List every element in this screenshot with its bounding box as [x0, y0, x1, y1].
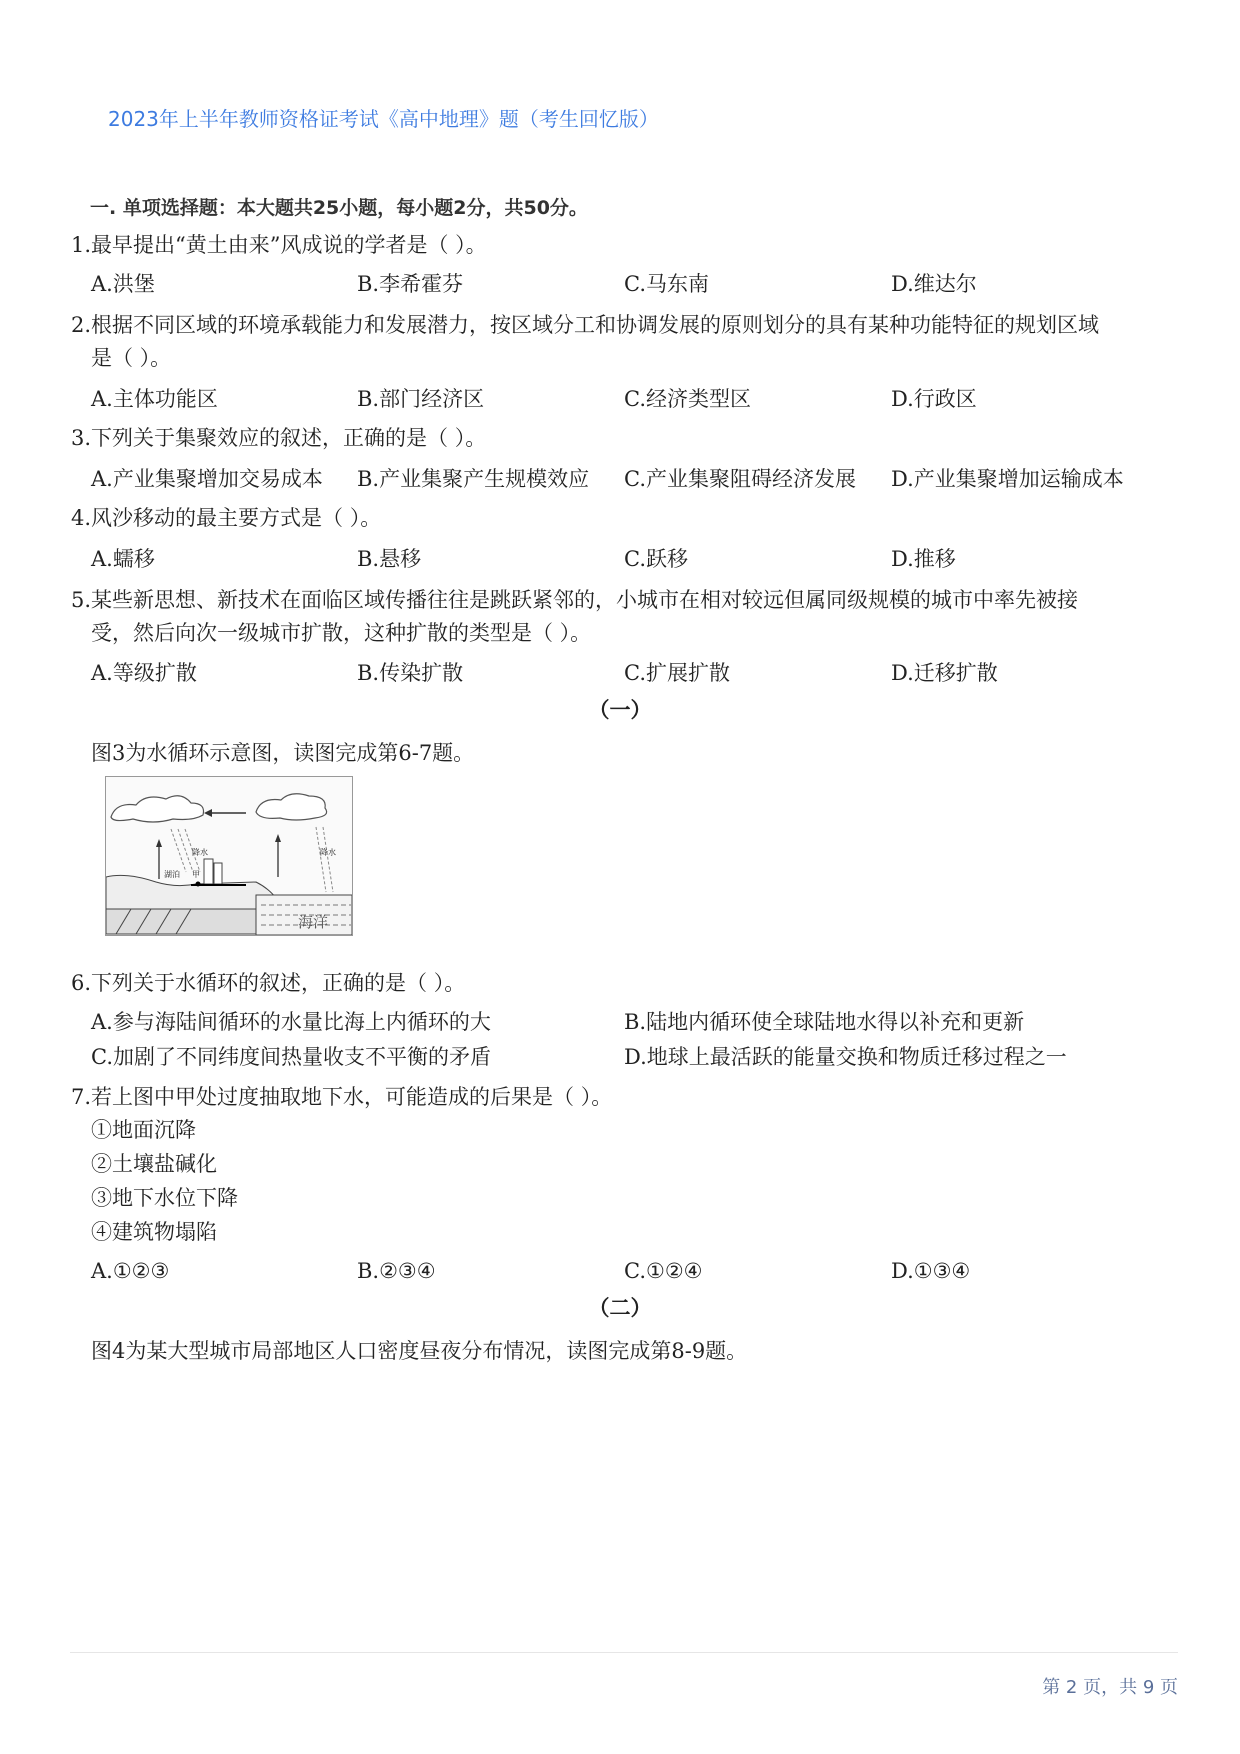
option-b: B.产业集聚产生规模效应 — [357, 467, 590, 491]
option-a: A.①②③ — [91, 1259, 170, 1283]
document-title: 2023年上半年教师资格证考试《高中地理》题（考生回忆版） — [108, 107, 659, 131]
option-a: A.参与海陆间循环的水量比海上内循环的大 — [91, 1010, 491, 1034]
rain-label: 降水 — [320, 848, 336, 857]
rain-label: 降水 — [192, 848, 208, 857]
question-7: 7.若上图中甲处过度抽取地下水，可能造成的后果是（ ）。 — [71, 1085, 613, 1109]
question-4: 4.风沙移动的最主要方式是（ ）。 — [71, 506, 382, 530]
question-5-cont: 受，然后向次一级城市扩散，这种扩散的类型是（ ）。 — [91, 621, 592, 645]
option-a: A.产业集聚增加交易成本 — [91, 467, 323, 491]
section-heading: 一. 单项选择题：本大题共25小题，每小题2分，共50分。 — [90, 197, 588, 219]
statement-4: ④建筑物塌陷 — [91, 1220, 217, 1244]
option-c: C.跃移 — [624, 547, 688, 571]
option-a: A.蠕移 — [91, 547, 155, 571]
option-c: C.加剧了不同纬度间热量收支不平衡的矛盾 — [91, 1045, 491, 1069]
option-a: A.洪堡 — [91, 272, 155, 296]
option-c: C.经济类型区 — [624, 387, 751, 411]
option-a: A.主体功能区 — [91, 387, 218, 411]
option-c: C.①②④ — [624, 1259, 703, 1283]
footer-divider — [70, 1652, 1178, 1653]
figure-4-caption: 图4为某大型城市局部地区人口密度昼夜分布情况，读图完成第8-9题。 — [91, 1339, 748, 1363]
option-b: B.部门经济区 — [357, 387, 485, 411]
option-b: B.传染扩散 — [357, 661, 464, 685]
group-1-heading: （一） — [588, 697, 652, 722]
question-3: 3.下列关于集聚效应的叙述，正确的是（ ）。 — [71, 426, 487, 450]
question-1: 1.最早提出“黄土由来”风成说的学者是（ ）。 — [71, 233, 487, 257]
option-d: D.迁移扩散 — [891, 661, 998, 685]
option-d: D.①③④ — [891, 1259, 971, 1283]
statement-2: ②土壤盐碱化 — [91, 1152, 217, 1176]
ocean-label: 海洋 — [298, 913, 329, 931]
option-a: A.等级扩散 — [91, 661, 197, 685]
statement-1: ①地面沉降 — [91, 1118, 196, 1142]
option-b: B.李希霍芬 — [357, 272, 464, 296]
group-2-heading: （二） — [588, 1295, 652, 1320]
option-d: D.推移 — [891, 547, 956, 571]
option-c: C.马东南 — [624, 272, 709, 296]
question-6: 6.下列关于水循环的叙述，正确的是（ ）。 — [71, 971, 466, 995]
statement-3: ③地下水位下降 — [91, 1186, 238, 1210]
question-5: 5.某些新思想、新技术在面临区域传播往往是跳跃紧邻的，小城市在相对较远但属同级规模的城市中率先被接 — [71, 588, 1079, 612]
option-d: D.地球上最活跃的能量交换和物质迁移过程之一 — [624, 1045, 1067, 1069]
option-c: C.扩展扩散 — [624, 661, 730, 685]
lake-label: 湖泊 — [164, 870, 180, 879]
point-jia-label: 甲 — [192, 870, 200, 879]
option-d: D.产业集聚增加运输成本 — [891, 467, 1124, 491]
option-d: D.维达尔 — [891, 272, 977, 296]
option-d: D.行政区 — [891, 387, 977, 411]
option-b: B.②③④ — [357, 1259, 436, 1283]
option-b: B.悬移 — [357, 547, 422, 571]
option-b: B.陆地内循环使全球陆地水得以补充和更新 — [624, 1010, 1025, 1034]
water-cycle-figure — [105, 776, 353, 936]
option-c: C.产业集聚阻碍经济发展 — [624, 467, 856, 491]
figure-3-caption: 图3为水循环示意图，读图完成第6-7题。 — [91, 741, 475, 765]
question-2-cont: 是（ ）。 — [91, 346, 172, 370]
page-number: 第 2 页，共 9 页 — [1042, 1677, 1178, 1698]
question-2: 2.根据不同区域的环境承载能力和发展潜力，按区域分工和协调发展的原则划分的具有某种功能特征的规划区域 — [71, 313, 1100, 337]
